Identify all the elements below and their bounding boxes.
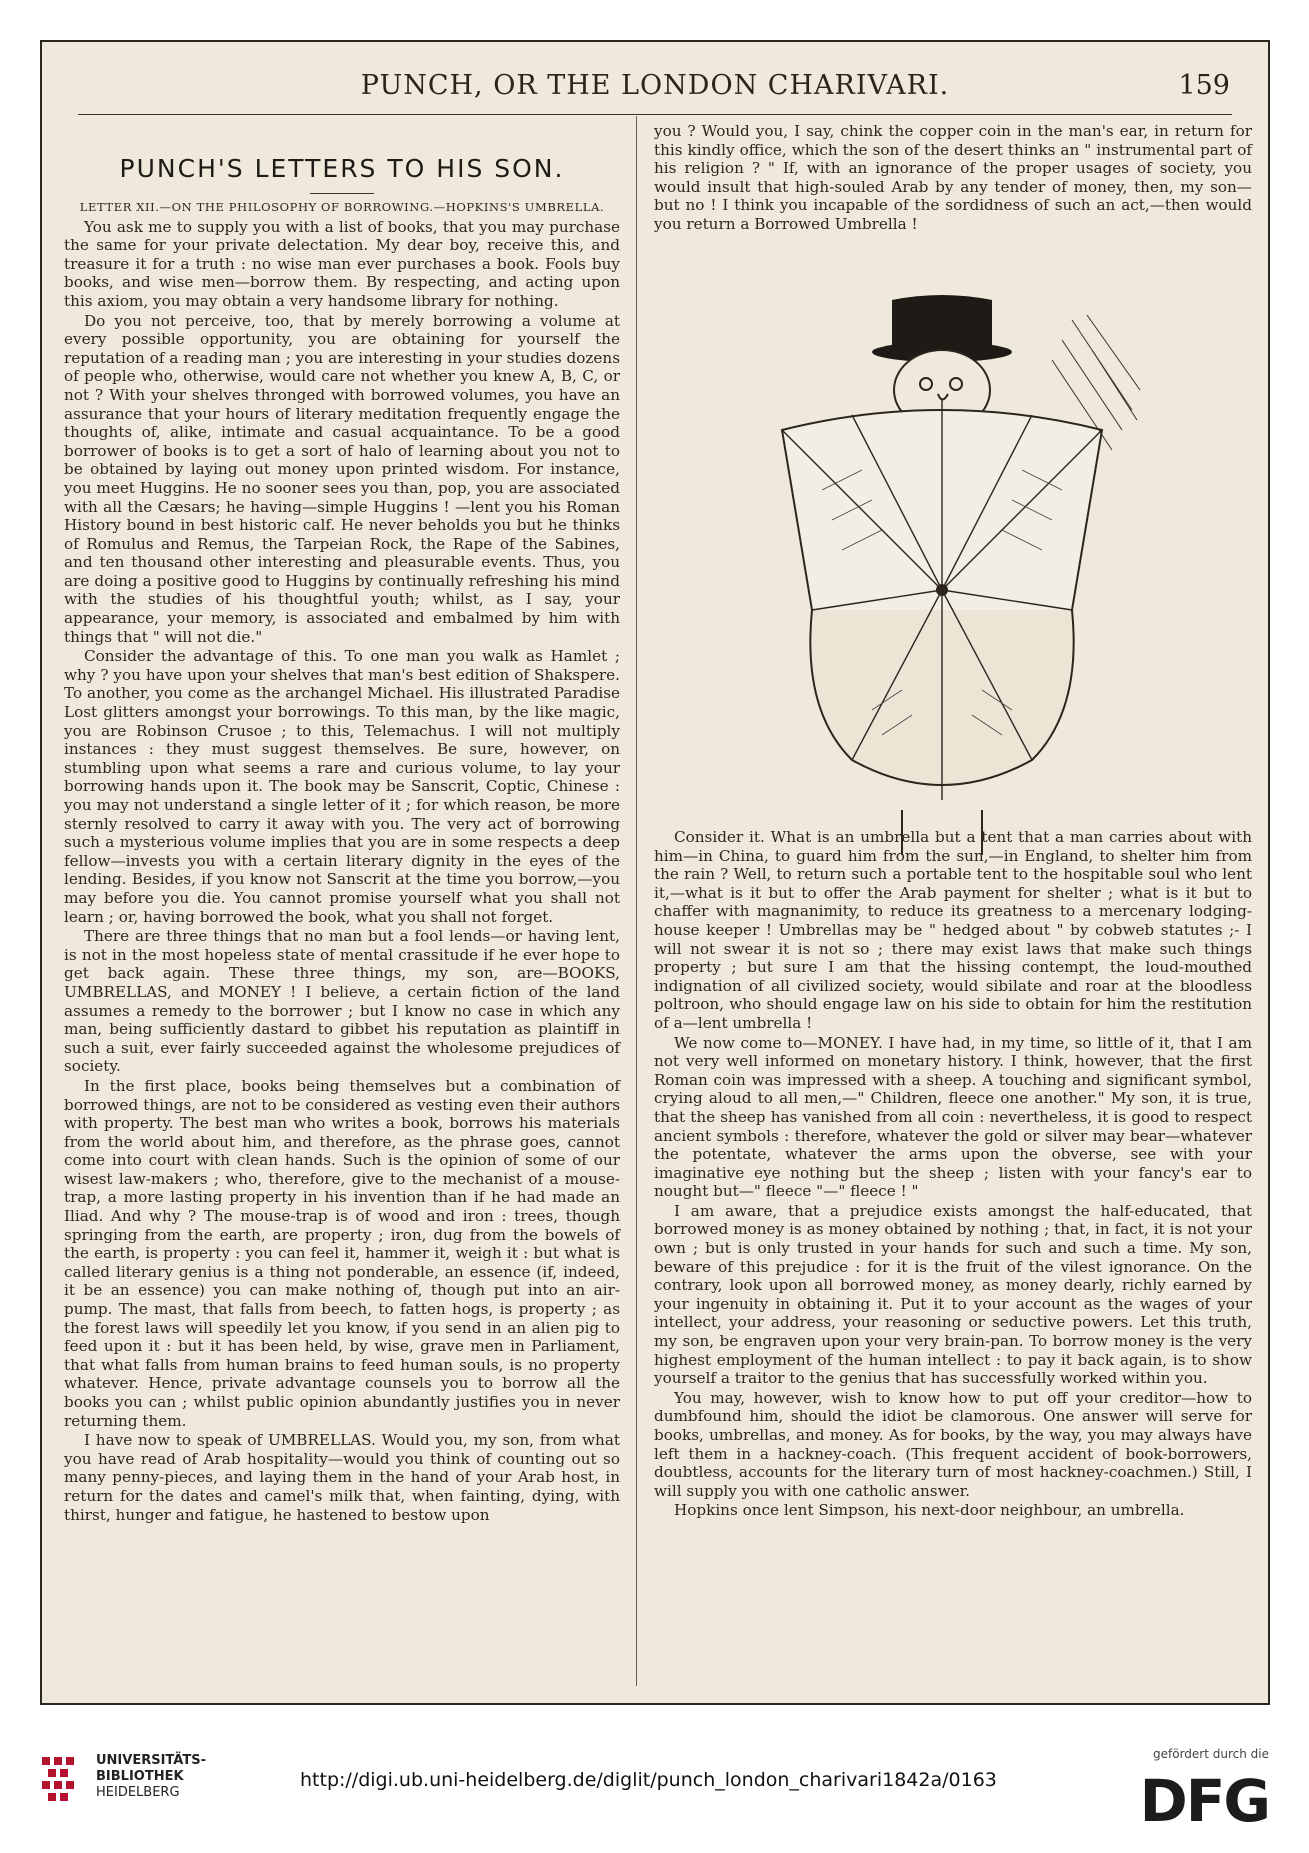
left-column: [64, 122, 620, 1524]
article-title: PUNCH'S LETTERS TO HIS SON.: [119, 154, 565, 183]
paragraph: Do you not perceive, too, that by merely borrowing a volume at every possible opportunity, you are obtaining for yourself the reputation of a reading man ; you are interesting in your studies dozens of people who, otherwise, would care not whether you knew A, B, C, or not ? With your shelves thronged with borrowed volumes, you have an assurance that your hours of literary meditation frequently engage the thoughts of, alike, intimate and casual acquaintance. To be a good borrower of books is to get a sort of halo of learning about you not to be obtained by laying out money upon printed wisdom. For instance, you meet Huggins. He no sooner sees you than, pop, you are associated with all the Cæsars; he having—simple Huggins ! —lent you his Roman History bound in best historic calf. He never beholds you but he thinks of Romulus and Remus, the Tarpeian Rock, the Rape of the Sabines, and ten thousand other interesting and pleasurable events. Thus, you are doing a positive good to Huggins by continually refreshing his mind with the studies of his thoughtful youth; whilst, as I say, your appearance, your memory, is associated and embalmed by him with things that " will not die.": [64, 311, 620, 646]
column-divider: [636, 116, 637, 1686]
paragraph: Hopkins once lent Simpson, his next-door neighbour, an umbrella.: [674, 1501, 1185, 1520]
letter-heading: LETTER XII.—ON THE PHILOSOPHY OF BORROWING.—HOPKINS'S UMBRELLA.: [79, 199, 605, 214]
right-column-top: [654, 122, 1252, 234]
paragraph: There are three things that no man but a fool lends—or having lent, is not in the most hopeless state of mental crassitude if he ever hope to get back again. These three things, my son, are—BOOKS, UMBRELLAS, and MONEY ! I believe, a certain fiction of the land assumes a remedy to the borrower ; but I know no case in which any man, being sufficiently dastard to gibbet his reputation as plaintiff in such a suit, ever fairly succeeded against the wholesome prejudices of society.: [64, 927, 620, 1076]
paragraph: In the first place, books being themselves but a combination of borrowed things, are not to be considered as vesting even their authors with property. The best man who writes a book, borrows his materials from the world about him, and therefore, as the phrase goes, cannot come into court with clean hands. Such is the opinion of some of our wisest law-makers ; who, therefore, give to the mechanist of a mouse-trap, a more lasting property in his invention than if he had made an Iliad. And why ? The mouse-trap is of wood and iron : trees, though springing from the earth, are property ; iron, dug from the bowels of the earth, is property : you can feel it, hammer it, weigh it : but what is called literary genius is a thing not ponderable, an essence (if, indeed, it be an essence) you can make nothing of, though put into an air-pump. The mast, that falls from beech, to fatten hogs, is property ; as the forest laws will speedily let you know, if you send in an alien pig to feed upon it : but it has been held, by wise, grave men in Parliament, that what falls from human brains to feed human souls, is no property whatever. Hence, private advantage counsels you to borrow all the books you can ; whilst public opinion abundantly justifies you in never returning them.: [64, 1076, 620, 1430]
right-column-bottom: [654, 828, 1252, 1520]
paragraph: You ask me to supply you with a list of books, that you may purchase the same for your private delectation. My dear boy, receive this, and treasure it for a truth : no wise man ever purchases a book. Fools buy books, and wise men—borrow them. By respecting, and acting upon this axiom, you may obtain a very handsome library for nothing.: [64, 217, 620, 310]
paragraph: Consider it. What is an umbrella but a tent that a man carries about with him—in China, to guard him from the sun,—in England, to shelter him from the rain ? Well, to return such a portable tent to the hospitable soul who lent it,—what is it but to offer the Arab payment for shelter ; what is it but to chaffer with magnanimity, to reduce its greatness to a mercenary lodging-house keeper ! Umbrellas may be " hedged about " by cobweb statutes ;- I will not swear it is not so ; there may exist laws that make such things property ; but sure I am that the hissing contempt, the loud-mouthed indignation of all civilized society, would sibilate and roar at the bloodless poltroon, who should engage law on his side to obtain for him the restitution of a—lent umbrella !: [654, 828, 1252, 1032]
university-library-logo-icon: [40, 1755, 86, 1813]
umbrella-man-illustration: [742, 290, 1142, 860]
paragraph: Consider the advantage of this. To one man you walk as Hamlet ; why ? you have upon your shelves that man's best edition of Shakspere. To another, you come as the archangel Michael. His illustrated Paradise Lost glitters amongst your borrowings. To this man, by the like magic, you are Robinson Crusoe ; to this, Telemachus. I will not multiply instances : they must suggest themselves. Be sure, however, on stumbling upon what seems a rare and curious volume, to lay your borrowing hands upon it. The book may be Sanscrit, Coptic, Chinese : you may not understand a single letter of it ; for which reason, be more sternly resolved to carry it away with you. The very act of borrowing such a mysterious volume implies that you are in some respects a deep fellow—invests you with a certain literary dignity in the eyes of the lending. Besides, if you know not Sanscrit at the time you borrow,—you may before you die. You cannot promise yourself what you shall not learn ; or, having borrowed the book, what you shall not forget.: [64, 647, 620, 926]
publication-title: PUNCH, OR THE LONDON CHARIVARI.: [360, 70, 950, 101]
paragraph: you ? Would you, I say, chink the copper coin in the man's ear, in return for this kindly office, which the son of the desert thinks an " instrumental part of his religion ? " If, with an ignorance of the proper usages of society, you would insult that high-souled Arab by any tender of money, then, my son—but no ! I think you incapable of the sordidness of such an act,—then would you return a Borrowed Umbrella !: [654, 122, 1252, 233]
paragraph: We now come to—MONEY. I have had, in my time, so little of it, that I am not very well informed on monetary history. I think, however, that the first Roman coin was impressed with a sheep. A touching and significant symbol, crying aloud to all men,—" Children, fleece one another." My son, it is true, that the sheep has vanished from all coin : nevertheless, it is good to respect ancient symbols : therefore, whatever the gold or silver may bear—whatever the potentate, whatever the arms upon the obverse, see with your imaginative eye nothing but the sheep ; listen with your fancy's ear to nought but—" fleece "—" fleece ! ": [654, 1033, 1252, 1201]
funded-by-label: gefördert durch die: [1153, 1747, 1269, 1761]
page-header: [42, 70, 1268, 120]
paragraph: I have now to speak of UMBRELLAS. Would you, my son, from what you have read of Arab hospitality—would you think of counting out so many penny-pieces, and laying them in the hand of your Arab host, in return for the dates and camel's milk that, when fainting, dying, with thirst, hunger and fatigue, he hastened to bestow upon: [64, 1431, 620, 1524]
title-rule: [310, 193, 374, 194]
dfg-logo: DFG: [1139, 1767, 1269, 1835]
source-url-link[interactable]: http://digi.ub.uni-heidelberg.de/diglit/punch_london_charivari1842a/0163: [300, 1769, 997, 1791]
library-name: UNIVERSITÄTS- BIBLIOTHEK HEIDELBERG: [96, 1753, 206, 1800]
newspaper-page: [40, 40, 1270, 1705]
page-number: 159: [1178, 70, 1230, 101]
paragraph: I am aware, that a prejudice exists amongst the half-educated, that borrowed money is as money obtained by nothing ; that, in fact, it is not your own ; but is only trusted in your hands for such and such a time. My son, beware of this prejudice : for it is the fruit of the vilest ignorance. On the contrary, look upon all borrowed money, as money dearly, richly earned by your ingenuity in obtaining it. Put it to your account as the wages of your intellect, your address, your reasoning or seductive powers. Let this truth, my son, be engraven upon your very brain-pan. To borrow money is the very highest employment of the human intellect : to pay it back again, is to show yourself a traitor to the genius that has successfully worked within you.: [654, 1201, 1252, 1388]
digitization-footer: [0, 1735, 1309, 1853]
header-rule: [78, 114, 1232, 115]
paragraph: You may, however, wish to know how to put off your creditor—how to dumbfound him, should the idiot be clamorous. One answer will serve for books, umbrellas, and money. As for books, by the way, you may always have left them in a hackney-coach. (This frequent accident of book-borrowers, doubtless, accounts for the literary turn of most hackney-coachmen.) Still, I will supply you with one catholic answer.: [654, 1388, 1252, 1500]
